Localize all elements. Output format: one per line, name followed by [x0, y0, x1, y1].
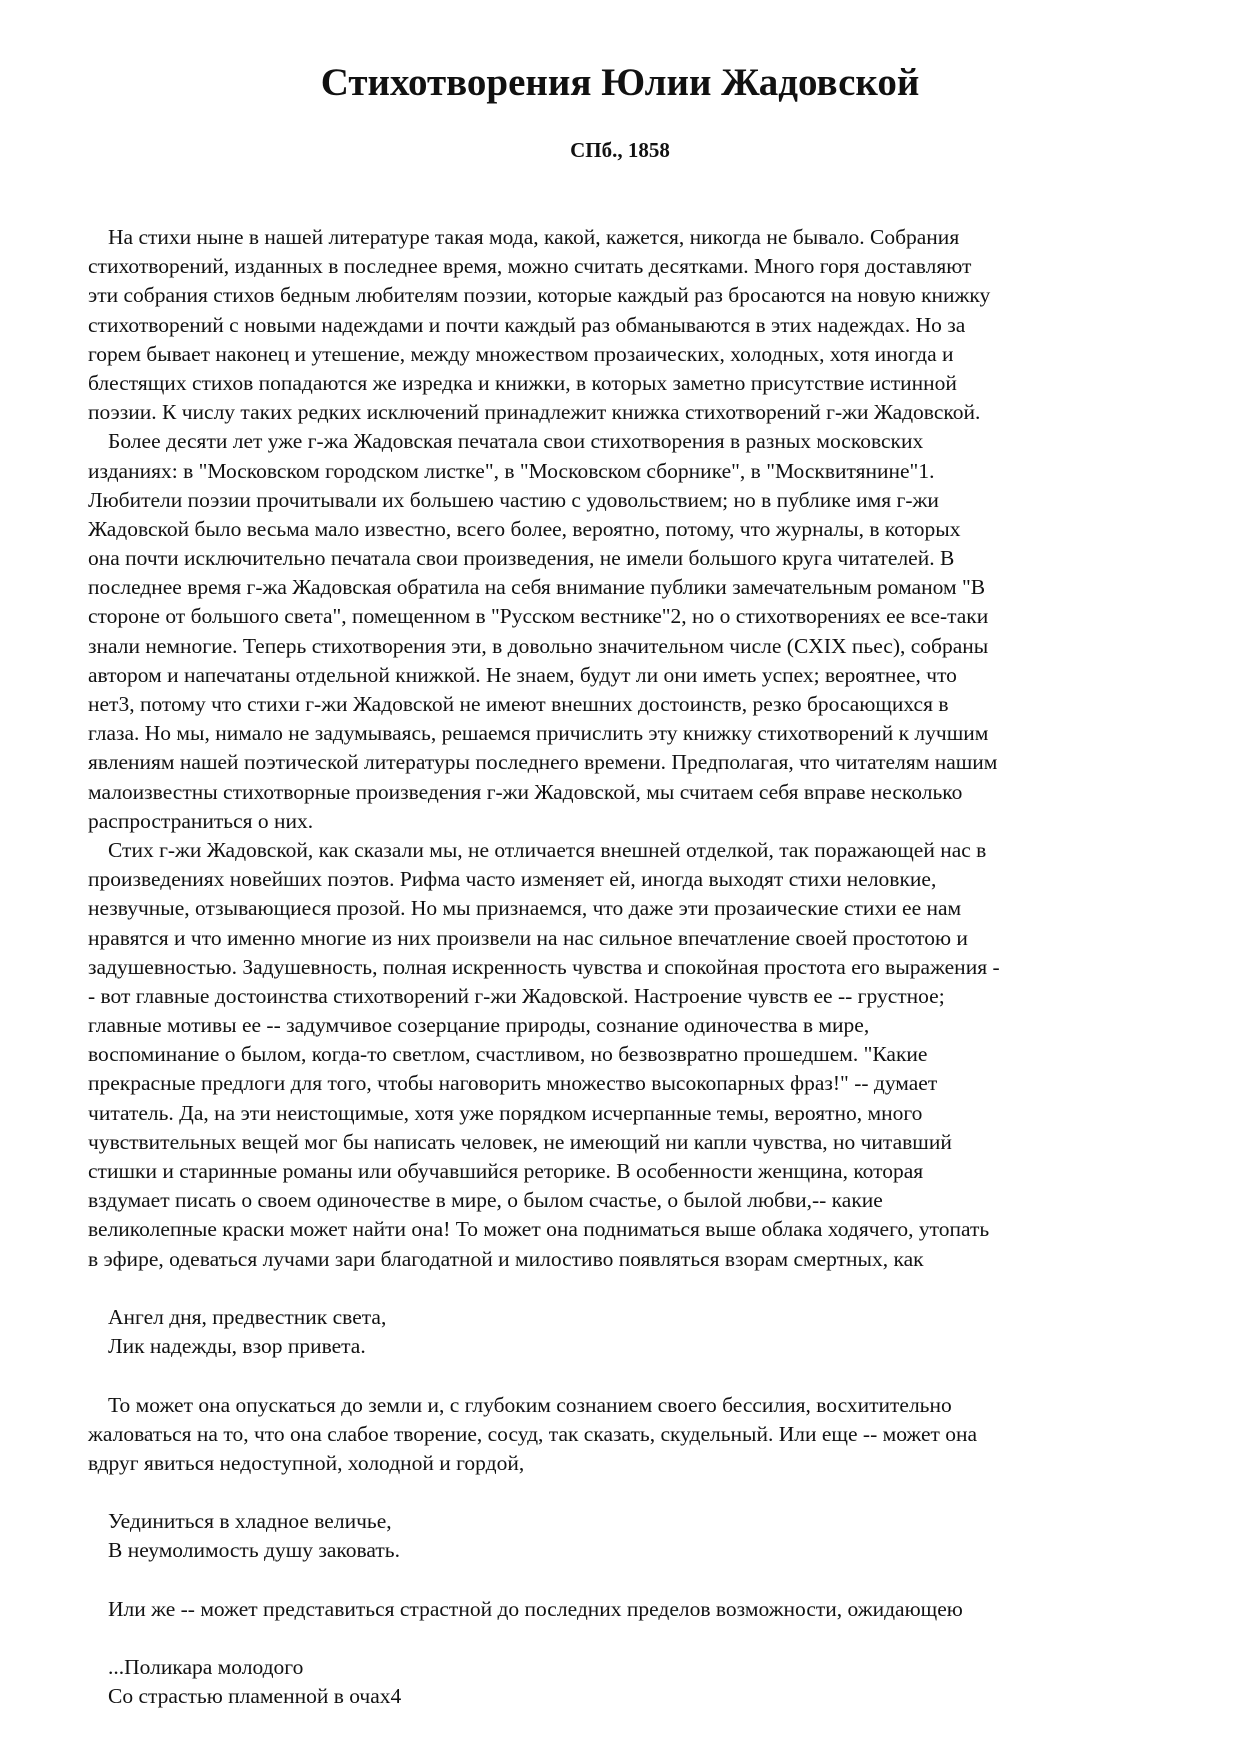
text-line: Или же -- может представиться страстной до последних пределов возможности, ожидающею	[108, 1596, 963, 1621]
text-line: стишки и старинные романы или обучавшийся реторике. В особенности женщина, которая	[88, 1159, 924, 1183]
text-line: читатель. Да, на эти неистощимые, хотя уже порядком исчерпанные темы, вероятно, много	[88, 1100, 923, 1125]
text-line: глаза. Но мы, нимало не задумываясь, решаемся причислить эту книжку стихотворений к лучшим	[88, 721, 989, 746]
document-body	[88, 223, 1168, 1712]
text-line: стихотворений с новыми надеждами и почти каждый раз обманываются в этих надеждах. Но за	[88, 312, 966, 337]
text-line: главные мотивы ее -- задумчивое созерцание природы, сознание одиночества в мире,	[88, 1013, 870, 1038]
text-line: воспоминание о былом, когда-то светлом, счастливом, но безвозвратно прошедшем. "Какие	[88, 1042, 928, 1067]
text-line: автором и напечатаны отдельной книжкой. Не знаем, будут ли они иметь успех; вероятнее, что	[88, 662, 957, 687]
text-line: стихотворений, изданных в последнее время, можно считать десятками. Много горя доставляют	[88, 254, 972, 279]
text-line: стороне от большого света", помещенном в "Русском вестнике"2, но о стихотворениях ее все-таки	[88, 604, 989, 629]
text-line: изданиях: в "Московском городском листке", в "Московском сборнике", в "Москвитянине"1.	[88, 458, 935, 483]
text-line: последнее время г-жа Жадовская обратила на себя внимание публики замечательным романом "В	[88, 575, 986, 600]
text-line: в эфире, одеваться лучами зари благодатной и милостиво появляться взорам смертных, как	[88, 1246, 924, 1271]
text-line: вздумает писать о своем одиночестве в мире, о былом счастье, о былой любви,-- какие	[88, 1188, 883, 1213]
verse-line: Уединиться в хладное величье,	[108, 1509, 392, 1534]
blank-line	[88, 1274, 1168, 1303]
text-line: блестящих стихов попадаются же изредка и книжки, в которых заметно присутствие истинной	[88, 370, 957, 395]
verse-block	[88, 1653, 1168, 1711]
text-line: произведениях новейших поэтов. Рифма часто изменяет ей, иногда выходят стихи неловкие,	[88, 867, 937, 892]
paragraph	[88, 223, 1168, 427]
text-line: горем бывает наконец и утешение, между множеством прозаических, холодных, хотя иногда и	[88, 341, 954, 366]
text-line: То может она опускаться до земли и, с глубоким сознанием своего бессилия, восхитительно	[108, 1392, 952, 1417]
paragraph	[88, 1391, 1168, 1479]
text-line: чувствительных вещей мог бы написать человек, не имеющий ни капли чувства, но читавший	[88, 1129, 952, 1154]
text-line: явлениям нашей поэтической литературы последнего времени. Предполагая, что читателям нашим	[88, 750, 998, 775]
verse-line: В неумолимость душу заковать.	[108, 1538, 400, 1563]
blank-line	[88, 1361, 1168, 1390]
verse-block	[88, 1303, 1168, 1361]
verse-line: ...Поликара молодого	[108, 1655, 304, 1680]
page-subtitle: СПб., 1858	[570, 138, 670, 162]
text-line: жаловаться на то, что она слабое творение, сосуд, так сказать, скудельный. Или еще -- может она	[88, 1421, 978, 1446]
text-line: Жадовской было весьма мало известно, всего более, вероятно, потому, что журналы, в которых	[88, 516, 961, 541]
verse-line: Со страстью пламенной в очах4	[108, 1684, 402, 1709]
text-line: малоизвестны стихотворные произведения г-жи Жадовской, мы считаем себя вправе несколько	[88, 779, 963, 804]
text-line: Любители поэзии прочитывали их большею частию с удовольствием; но в публике имя г-жи	[88, 487, 939, 512]
paragraph	[88, 836, 1168, 1274]
blank-line	[88, 1624, 1168, 1653]
text-line: знали немногие. Теперь стихотворения эти, в довольно значительном числе (CXIX пьес), собраны	[88, 633, 989, 658]
verse-line: Ангел дня, предвестник света,	[108, 1304, 387, 1329]
verse-line: Лик надежды, взор привета.	[108, 1334, 366, 1359]
text-line: нет3, потому что стихи г-жи Жадовской не имеют внешних достоинств, резко бросающихся в	[88, 692, 949, 716]
text-line: нравятся и что именно многие из них произвели на нас сильное впечатление своей простотою и	[88, 925, 968, 950]
text-line: Более десяти лет уже г-жа Жадовская печатала свои стихотворения в разных московских	[108, 429, 924, 454]
paragraph	[88, 427, 1168, 836]
text-line: она почти исключительно печатала свои произведения, не имели большого круга читателей. В	[88, 546, 955, 571]
blank-line	[88, 1478, 1168, 1507]
text-line: незвучные, отзывающиеся прозой. Но мы признаемся, что даже эти прозаические стихи ее нам	[88, 896, 962, 921]
text-line: Стих г-жи Жадовской, как сказали мы, не отличается внешней отделкой, так поражающей нас в	[108, 837, 987, 862]
text-line: прекрасные предлоги для того, чтобы наговорить множество высокопарных фраз!" -- думает	[88, 1071, 938, 1096]
text-line: поэзии. К числу таких редких исключений принадлежит книжка стихотворений г-жи Жадовской.	[88, 400, 981, 425]
text-line: эти собрания стихов бедным любителям поэзии, которые каждый раз бросаются на новую книжку	[88, 283, 991, 308]
page-title: Стихотворения Юлии Жадовской	[320, 61, 920, 104]
text-line: На стихи ныне в нашей литературе такая мода, какой, кажется, никогда не бывало. Собрания	[108, 225, 960, 249]
paragraph	[88, 1595, 1168, 1624]
text-line: великолепные краски может найти она! То может она подниматься выше облака ходячего, утопать	[88, 1217, 990, 1242]
text-line: распространиться о них.	[88, 808, 314, 833]
blank-line	[88, 1566, 1168, 1595]
text-line: - вот главные достоинства стихотворений г-жи Жадовской. Настроение чувств ее -- грустное;	[88, 983, 945, 1008]
text-line: вдруг явиться недоступной, холодной и гордой,	[88, 1450, 525, 1475]
verse-block	[88, 1507, 1168, 1565]
text-line: задушевностью. Задушевность, полная искренность чувства и спокойная простота его выражения -	[88, 954, 1000, 979]
